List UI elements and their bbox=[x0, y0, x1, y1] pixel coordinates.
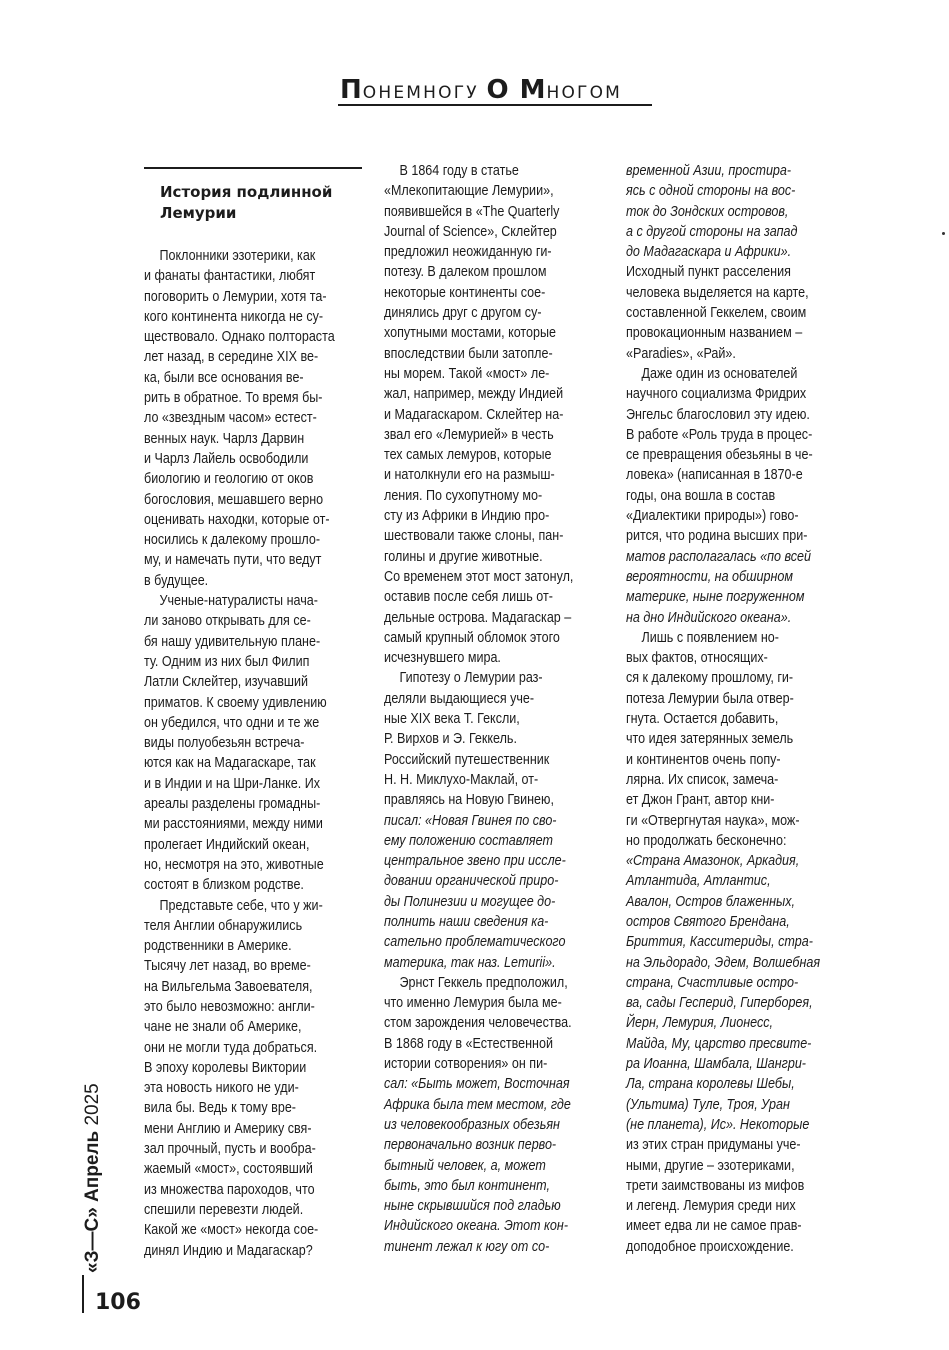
text-line: сту из Африки в Индию про- bbox=[384, 508, 550, 525]
text-line: Н. Н. Миклухо-Маклай, от- bbox=[384, 771, 539, 788]
text-line: му, и намечать пути, что ведут bbox=[144, 552, 322, 569]
text-line: ет Джон Грант, автор кни- bbox=[626, 792, 775, 809]
text-column-2 bbox=[384, 161, 613, 1257]
text-line: и натолкнули его на размыш- bbox=[384, 467, 555, 484]
text-line: материка, так наз. Lemurii». bbox=[384, 954, 556, 971]
text-line: сательно проблематического bbox=[384, 934, 566, 951]
text-line: шествовали также слоны, пан- bbox=[384, 528, 564, 545]
text-line: рится, что родина высших при- bbox=[626, 528, 808, 545]
text-line: Ла, страна королевы Шебы, bbox=[626, 1076, 795, 1093]
text-line: и в Индии и на Шри-Ланке. Их bbox=[144, 775, 321, 792]
text-line: В 1864 году в статье bbox=[399, 163, 519, 179]
text-line: это было невозможно: англи- bbox=[144, 998, 315, 1015]
text-line: ществовало. Однако полтораста bbox=[144, 329, 335, 346]
text-line: богословия, мешавшего верно bbox=[144, 491, 324, 508]
text-line: ло «звездным часом» естест- bbox=[144, 410, 317, 427]
issue-month: Апрель bbox=[82, 1130, 103, 1202]
text-line: се превращения обезьяны в че- bbox=[626, 447, 813, 464]
text-line: Эрнст Геккель предположил, bbox=[399, 974, 568, 991]
paragraph bbox=[144, 591, 366, 895]
text-line: ги «Отвергнутая наука», мож- bbox=[626, 812, 800, 829]
text-line: материке, ныне погруженном bbox=[626, 589, 805, 606]
text-column-3 bbox=[626, 161, 853, 1257]
text-line: сал: «Быть может, Восточная bbox=[384, 1076, 570, 1093]
text-line: венных наук. Чарлз Дарвин bbox=[144, 430, 305, 447]
text-line: гнута. Остается добавить, bbox=[626, 711, 779, 728]
text-column-1 bbox=[144, 246, 366, 1261]
text-line: ва, сады Гесперид, Гиперборея, bbox=[626, 995, 813, 1012]
text-line: Исходный пункт расселения bbox=[626, 264, 791, 281]
text-line: ныне скрывшийся под гладью bbox=[384, 1198, 561, 1215]
text-line: на Вильгельма Завоевателя, bbox=[144, 978, 313, 995]
text-line: писал: «Новая Гвинея по сво- bbox=[384, 812, 557, 829]
text-line: полнить наши сведения ка- bbox=[384, 913, 549, 930]
text-line: ны морем. Такой «мост» ле- bbox=[384, 365, 550, 382]
text-line: В работе «Роль труда в процес- bbox=[626, 426, 813, 443]
text-line: из множества пароходов, что bbox=[144, 1181, 315, 1198]
text-line: до Мадагаскара и Африки». bbox=[626, 244, 792, 261]
text-line: на дно Индийского океана». bbox=[626, 609, 792, 626]
text-line: «Диалектики природы») гово- bbox=[626, 508, 799, 525]
text-line: жаемый «мост», состоявший bbox=[144, 1161, 313, 1178]
text-line: жал, например, между Индией bbox=[384, 386, 564, 403]
text-line: ток до Зондских островов, bbox=[626, 203, 789, 220]
text-line: виды полуобезьян встреча- bbox=[144, 735, 305, 752]
text-line: Майда, Му, царство пресвите- bbox=[626, 1035, 812, 1052]
magazine-name: «З—С» bbox=[82, 1207, 103, 1273]
text-line: В эпоху королевы Виктории bbox=[144, 1059, 307, 1076]
text-line: ды Полинезии и могущее до- bbox=[384, 893, 556, 910]
text-line: лярна. Их список, замеча- bbox=[626, 771, 779, 788]
text-line: ся к далекому прошлому, ги- bbox=[626, 670, 794, 687]
text-line: Даже один из основателей bbox=[641, 365, 798, 382]
text-line: Поклонники эзотерики, как bbox=[159, 248, 316, 264]
text-line: они не могли туда добраться. bbox=[144, 1039, 318, 1056]
text-line: ли заново открывать для се- bbox=[144, 613, 311, 630]
header-part: НОГОМ bbox=[546, 83, 623, 103]
text-line: и легенд. Лемурия среди них bbox=[626, 1198, 796, 1215]
text-line: потеза Лемурии была отвер- bbox=[626, 690, 794, 707]
text-line: вероятности, на обширном bbox=[626, 568, 793, 585]
text-line: Бриттия, Касситериды, стра- bbox=[626, 934, 813, 951]
text-line: теля Англии обнаружились bbox=[144, 917, 303, 934]
text-line: Авалон, Остров блаженных, bbox=[626, 893, 796, 910]
text-line: провокационным названием – bbox=[626, 325, 803, 342]
text-line: приматов. К своему удивлению bbox=[144, 694, 327, 711]
page-number-rule bbox=[82, 1275, 84, 1313]
text-line: матов располагалась «по всей bbox=[626, 548, 811, 565]
text-line: тинент лежал к югу от со- bbox=[384, 1238, 550, 1255]
text-line: что идея затерянных земель bbox=[626, 731, 794, 748]
text-line: звал его «Лемурией» в честь bbox=[384, 426, 554, 443]
text-line: спешили перевезти людей. bbox=[144, 1201, 304, 1218]
text-line: ареалы разделены громадны- bbox=[144, 796, 321, 813]
text-line: и континентов очень попу- bbox=[626, 751, 781, 768]
paragraph bbox=[626, 628, 853, 1257]
issue-year: 2025 bbox=[82, 1083, 103, 1126]
text-line: Африка была тем местом, где bbox=[384, 1096, 571, 1113]
text-line: Российский путешественник bbox=[384, 751, 550, 768]
text-line: Ученые-натуралисты нача- bbox=[159, 593, 318, 610]
text-line: остров Святого Брендана, bbox=[626, 913, 790, 930]
issue-info bbox=[81, 1068, 117, 1273]
text-line: поговорить о Лемурии, хотя та- bbox=[144, 288, 327, 305]
paragraph bbox=[384, 973, 613, 1257]
text-line: первоначально возник перво- bbox=[384, 1137, 557, 1154]
text-line: доподобное происхождение. bbox=[626, 1238, 794, 1255]
text-line: из человекообразных обезьян bbox=[384, 1116, 560, 1133]
paragraph bbox=[384, 668, 613, 972]
text-line: вых фактов, относящих- bbox=[626, 650, 768, 667]
text-line: самый крупный обломок этого bbox=[384, 629, 560, 646]
text-line: Journal of Science», Склейтер bbox=[384, 223, 557, 240]
text-line: динялись друг с другом су- bbox=[384, 305, 542, 322]
text-line: временной Азии, простира- bbox=[626, 163, 792, 179]
text-line: страна, Счастливые остро- bbox=[626, 974, 799, 991]
header-part: О bbox=[486, 75, 520, 105]
text-line: Энгельс благословил эту идею. bbox=[626, 406, 810, 423]
section-header bbox=[338, 75, 652, 106]
article-title: История подлинной Лемурии bbox=[160, 183, 333, 222]
paragraph bbox=[144, 246, 366, 591]
text-line: он убедился, что одни и те же bbox=[144, 714, 320, 731]
margin-mark bbox=[942, 232, 945, 235]
text-line: В 1868 году в «Естественной bbox=[384, 1035, 553, 1052]
text-line: «Paradies», «Рай». bbox=[626, 345, 736, 362]
text-line: «Страна Амазонок, Аркадия, bbox=[626, 853, 800, 870]
text-line: быть, это был континент, bbox=[384, 1177, 550, 1194]
text-line: а с другой стороны на запад bbox=[626, 223, 798, 240]
text-line: имеет едва ли не самое прав- bbox=[626, 1218, 802, 1235]
text-line: центральное звено при иссле- bbox=[384, 853, 566, 870]
text-line: тех самых лемуров, которые bbox=[384, 447, 552, 464]
text-line: состоят в близком родстве. bbox=[144, 877, 304, 894]
text-line: ными, другие – эзотериками, bbox=[626, 1157, 795, 1174]
text-line: исчезнувшего мира. bbox=[384, 650, 501, 667]
text-line: некоторые континенты сое- bbox=[384, 284, 546, 301]
text-line: динял Индию и Мадагаскар? bbox=[144, 1242, 313, 1259]
text-line: но продолжать бесконечно: bbox=[626, 832, 787, 849]
text-line: человека выделяется на карте, bbox=[626, 284, 809, 301]
text-line: в будущее. bbox=[144, 572, 209, 589]
text-line: Лишь с появлением но- bbox=[641, 629, 779, 646]
text-line: Индийского океана. Этот кон- bbox=[384, 1218, 569, 1235]
text-line: трети заимствованы из мифов bbox=[626, 1177, 805, 1194]
text-line: ми расстояниями, между ними bbox=[144, 816, 323, 833]
text-line: ления. По сухопутному мо- bbox=[384, 487, 543, 504]
text-line: оценивать находки, которые от- bbox=[144, 511, 330, 528]
text-line: правляясь на Новую Гвинею, bbox=[384, 792, 554, 809]
paragraph bbox=[384, 161, 613, 668]
text-line: лет назад, в середине XIX ве- bbox=[144, 349, 319, 366]
text-line: потезу. В далеком прошлом bbox=[384, 264, 547, 281]
text-line: Какой же «мост» некогда сое- bbox=[144, 1222, 319, 1239]
paragraph bbox=[144, 896, 366, 1261]
header-part: П bbox=[340, 75, 363, 105]
page-number: 106 bbox=[95, 1290, 141, 1315]
text-line: впоследствии были затопле- bbox=[384, 345, 553, 362]
article-title-rule bbox=[144, 167, 362, 169]
text-line: и Мадагаскаром. Склейтер на- bbox=[384, 406, 564, 423]
text-line: мени Англию и Америку свя- bbox=[144, 1120, 312, 1137]
text-line: носились к далекому прошло- bbox=[144, 532, 321, 549]
text-line: Тысячу лет назад, во време- bbox=[144, 958, 311, 975]
text-line: ные XIX века Т. Гексли, bbox=[384, 711, 520, 728]
text-line: Латли Склейтер, изучавший bbox=[144, 674, 308, 691]
text-line: Атлантида, Атлантис, bbox=[626, 873, 771, 890]
header-part: М bbox=[519, 75, 547, 105]
text-line: рить в обратное. То время бы- bbox=[144, 390, 323, 407]
text-line: Р. Вирхов и Э. Геккель. bbox=[384, 731, 517, 748]
text-line: биологию и геологию от оков bbox=[144, 471, 314, 488]
text-line: Йерн, Лемурия, Лионесс, bbox=[626, 1015, 773, 1032]
text-line: составленной Геккелем, своим bbox=[626, 305, 807, 322]
text-line: но, несмотря на это, животные bbox=[144, 856, 324, 873]
text-line: стом зарождения человечества. bbox=[384, 1015, 572, 1032]
text-line: на Эльдорадо, Эдем, Волшебная bbox=[626, 954, 821, 971]
header-part: ОНЕМНОГУ bbox=[362, 83, 487, 103]
text-line: ловека» (написанная в 1870-е bbox=[626, 467, 803, 484]
text-line: эта новость никого не уди- bbox=[144, 1080, 299, 1097]
text-line: появившейся в «The Quarterly bbox=[384, 203, 560, 220]
paragraph bbox=[626, 161, 853, 364]
text-line: и фанаты фантастики, любят bbox=[144, 268, 316, 285]
text-line: бя нашу удивительную плане- bbox=[144, 633, 321, 650]
text-line: Представьте себе, что у жи- bbox=[159, 897, 323, 914]
text-line: голины и другие животные. bbox=[384, 548, 543, 565]
text-line: предложил неожиданную ги- bbox=[384, 244, 552, 261]
text-line: чане не знали об Америке, bbox=[144, 1019, 302, 1036]
text-line: ются как на Мадагаскаре, так bbox=[144, 755, 316, 772]
text-line: ясь с одной стороны на вос- bbox=[626, 183, 796, 200]
text-line: Гипотезу о Лемурии раз- bbox=[399, 670, 543, 687]
text-line: вила бы. Ведь к тому вре- bbox=[144, 1100, 296, 1117]
text-line: довании органической приро- bbox=[384, 873, 559, 890]
text-line: истории сотворения» он пи- bbox=[384, 1056, 548, 1073]
text-line: дельные острова. Мадагаскар – bbox=[384, 609, 572, 626]
text-line: деляли выдающиеся уче- bbox=[384, 690, 535, 707]
text-line: (Ультима) Туле, Троя, Уран bbox=[626, 1096, 790, 1113]
text-line: родственники в Америке. bbox=[144, 938, 292, 955]
text-line: что именно Лемурия была ме- bbox=[384, 995, 562, 1012]
text-line: бытный человек, а, может bbox=[384, 1157, 546, 1174]
text-line: кого континента никогда не су- bbox=[144, 308, 324, 325]
text-line: годы, она вошла в состав bbox=[626, 487, 776, 504]
text-line: ра Иоанна, Шамбала, Шангри- bbox=[626, 1056, 806, 1073]
text-line: ка, были все основания ве- bbox=[144, 369, 304, 386]
text-line: хопутными мостами, которые bbox=[384, 325, 557, 342]
text-line: ту. Одним из них был Филип bbox=[144, 653, 310, 670]
text-line: ему положению составляет bbox=[384, 832, 553, 849]
text-line: (не планета), Ис». Некоторые bbox=[626, 1116, 810, 1133]
text-line: из этих стран придуманы уче- bbox=[626, 1137, 801, 1154]
text-line: «Млекопитающие Лемурии», bbox=[384, 183, 554, 200]
text-line: и Чарлз Лайель освободили bbox=[144, 450, 309, 467]
text-line: оставив после себя лишь от- bbox=[384, 589, 553, 606]
text-line: пролегает Индийский океан, bbox=[144, 836, 310, 853]
text-line: научного социализма Фридрих bbox=[626, 386, 807, 403]
text-line: зал прочный, пусть и вообра- bbox=[144, 1141, 316, 1158]
paragraph bbox=[626, 364, 853, 628]
section-title bbox=[340, 76, 622, 107]
text-line: Со временем этот мост затонул, bbox=[384, 568, 574, 585]
